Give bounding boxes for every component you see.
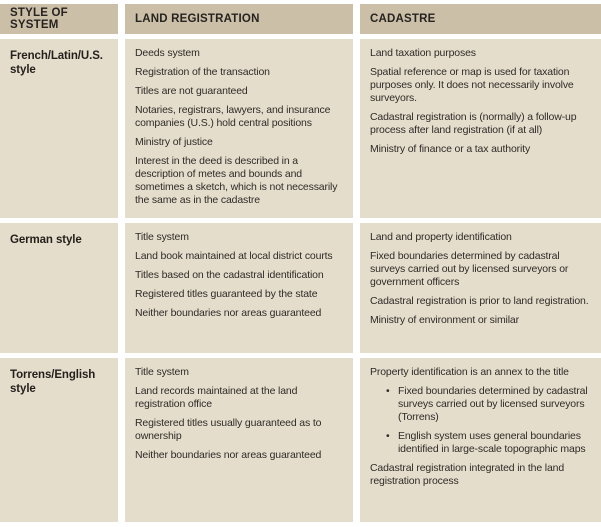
cell-paragraph: Land and property identification	[370, 231, 512, 243]
cell-paragraph: Ministry of environment or similar	[370, 314, 519, 326]
cell-paragraph: Land taxation purposes	[370, 47, 476, 59]
cell-paragraph: Titles are not guaranteed	[135, 85, 248, 97]
bullet-icon: •	[386, 385, 390, 397]
column-header-style-of-system: STYLE OF SYSTEM	[0, 4, 118, 34]
cell-paragraph: Property identification is an annex to the title	[370, 366, 569, 378]
cell-paragraph: Cadastral registration integrated in the land registration process	[370, 462, 565, 487]
cell-paragraph: Deeds system	[135, 47, 200, 59]
bullet-text: English system uses general boundaries identified in large-scale topographic maps	[398, 430, 586, 455]
cell-paragraph: Registration of the transaction	[135, 66, 270, 78]
cell-paragraph: Spatial reference or map is used for taxation purposes only. It does not necessarily involve surveyors.	[370, 66, 574, 104]
cell-paragraph: Cadastral registration is (normally) a follow-up process after land registration (if at all)	[370, 111, 577, 136]
land-registration-cell-french-latin-us	[125, 39, 353, 218]
land-registration-cell-torrens-english	[125, 358, 353, 522]
cell-paragraph: Titles based on the cadastral identification	[135, 269, 324, 281]
cell-paragraph: Interest in the deed is described in a description of metes and bounds and sometimes a sketch, which is not necessarily the same as in the cadastre	[135, 155, 338, 206]
land-registration-cell-german	[125, 223, 353, 353]
cell-paragraph: Ministry of finance or a tax authority	[370, 143, 531, 155]
cell-paragraph: Neither boundaries nor areas guaranteed	[135, 307, 322, 319]
bullet-item	[386, 430, 592, 456]
cell-paragraph: Registered titles usually guaranteed as to ownership	[135, 417, 322, 442]
cell-paragraph: Land records maintained at the land registration office	[135, 385, 298, 410]
column-header-cadastre: CADASTRE	[360, 4, 601, 34]
cell-paragraph: Title system	[135, 231, 189, 243]
bullet-icon: •	[386, 430, 390, 442]
cell-paragraph: Neither boundaries nor areas guaranteed	[135, 449, 322, 461]
cadastre-cell-german	[360, 223, 601, 353]
cell-paragraph: Fixed boundaries determined by cadastral surveys carried out by licensed surveyors or government officers	[370, 250, 569, 288]
cell-paragraph: Ministry of justice	[135, 136, 213, 148]
cell-paragraph: Title system	[135, 366, 189, 378]
cell-paragraph: Land book maintained at local district courts	[135, 250, 333, 262]
cadastre-cell-french-latin-us	[360, 39, 601, 218]
bullet-text: Fixed boundaries determined by cadastral surveys carried out by licensed surveyors (Torrens)	[398, 385, 588, 423]
cell-paragraph: Notaries, registrars, lawyers, and insurance companies (U.S.) hold central positions	[135, 104, 331, 129]
row-header-french-latin-us: French/Latin/U.S. style	[0, 39, 118, 218]
cadastre-cell-torrens-english	[360, 358, 601, 522]
row-header-german: German style	[0, 223, 118, 353]
cell-paragraph: Registered titles guaranteed by the state	[135, 288, 318, 300]
cell-paragraph: Cadastral registration is prior to land registration.	[370, 295, 589, 307]
row-header-torrens-english: Torrens/English style	[0, 358, 118, 522]
bullet-item	[386, 385, 592, 424]
column-header-land-registration: LAND REGISTRATION	[125, 4, 353, 34]
